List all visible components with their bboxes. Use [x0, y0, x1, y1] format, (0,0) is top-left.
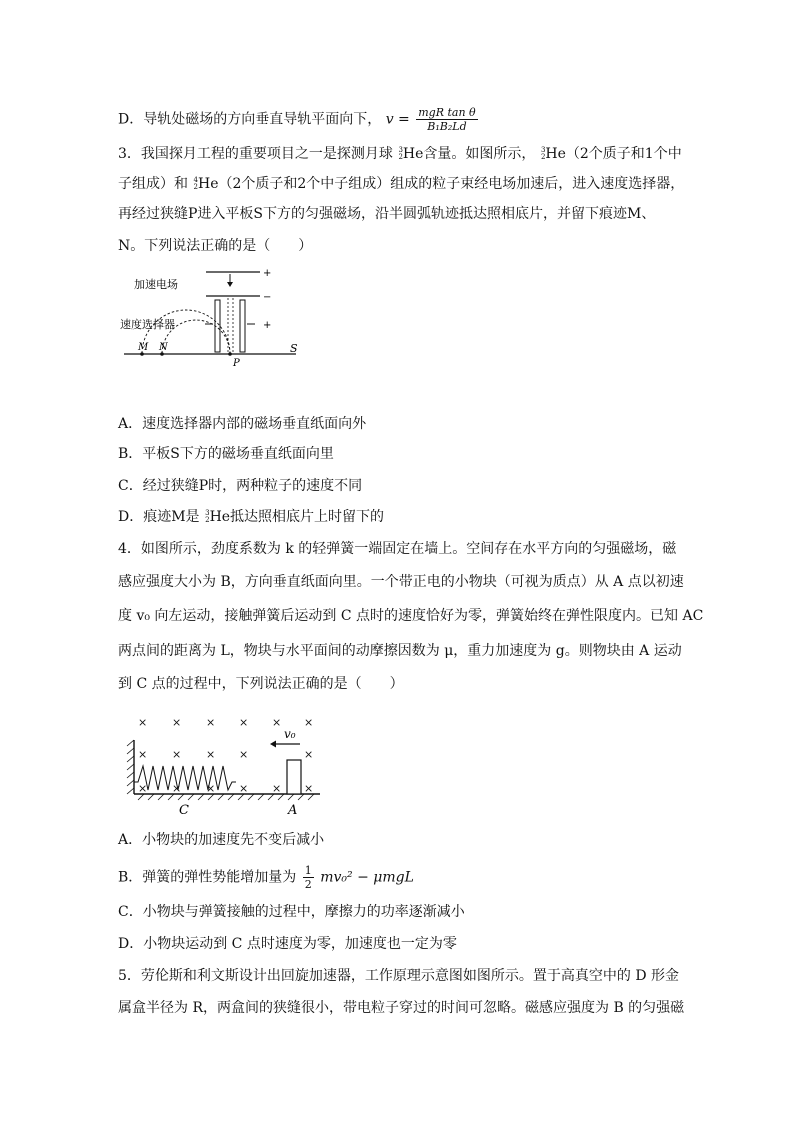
- field-cross: ×: [304, 748, 314, 761]
- spring: [134, 766, 236, 790]
- field-cross: ×: [172, 716, 182, 729]
- q3-line-1-part-c: He（2个质子和1个中: [545, 146, 682, 162]
- accel-field-label: 加速电场: [134, 278, 178, 291]
- q4-option-b-part-a: B．弹簧的弹性势能增加量为: [118, 869, 297, 886]
- q3-option-a: A．速度选择器内部的磁场垂直纸面向外: [118, 416, 367, 432]
- field-cross: ×: [304, 782, 314, 795]
- q2-velocity-symbol: v =: [385, 111, 410, 128]
- wall-hatching: [127, 740, 134, 794]
- field-cross: ×: [138, 748, 148, 761]
- label-p: P: [233, 358, 240, 369]
- q4-option-b: [118, 864, 414, 891]
- accel-plus-sign: +: [263, 268, 272, 279]
- q3-line-1-part-a: 3．我国探月工程的重要项目之一是探测月球: [118, 146, 393, 162]
- label-m: M: [138, 342, 149, 353]
- field-cross: ×: [239, 748, 249, 761]
- q4-option-b-fraction: [303, 864, 314, 891]
- label-n: N: [159, 342, 168, 353]
- q4-line-4: 两点间的距离为 L，物块与水平面间的动摩擦因数为 μ，重力加速度为 g。则物块由 A 运动: [118, 643, 682, 659]
- he3-atomic-number: 2: [398, 153, 403, 161]
- field-cross: ×: [206, 716, 216, 729]
- selector-plus-sign: +: [263, 320, 272, 331]
- q3-line-2-part-a: 子组成）和: [118, 176, 188, 192]
- he3-isotope: [393, 147, 403, 161]
- q3-line-1: [118, 144, 682, 164]
- q5-line-2: 属盒半径为 R，两盒间的狭缝很小，带电粒子穿过的时间可忽略。磁感应强度为 B 的匀强磁: [118, 1000, 685, 1016]
- q3-option-d-part-b: He抵达照相底片上时留下的: [209, 509, 385, 525]
- field-cross: ×: [138, 716, 148, 729]
- selector-label: 速度选择器: [120, 318, 175, 331]
- field-cross: ×: [272, 716, 282, 729]
- q3-option-d-part-a: D．痕迹M是: [118, 509, 200, 525]
- block: [287, 760, 301, 794]
- field-cross: ×: [172, 748, 182, 761]
- field-cross: ×: [206, 748, 216, 761]
- he3-atomic-number-3: 2: [205, 516, 210, 524]
- q3-option-c: C．经过狭缝P时，两种粒子的速度不同: [118, 478, 363, 494]
- he4-atomic-number: 2: [193, 183, 198, 191]
- q4-option-d: D．小物块运动到 C 点时速度为零，加速度也一定为零: [118, 936, 457, 952]
- q4-line-1: 4．如图所示，劲度系数为 k 的轻弹簧一端固定在墙上。空间存在水平方向的匀强磁场，磁: [118, 541, 677, 557]
- label-c: C: [179, 803, 189, 818]
- q4-line-5: 到 C 点的过程中，下列说法正确的是（ ）: [118, 676, 404, 692]
- he3-isotope-option-d: [200, 510, 210, 524]
- q3-option-b: B．平板S下方的磁场垂直纸面向里: [118, 446, 334, 462]
- trajectory-m: [142, 310, 230, 354]
- v0-arrow-head: [270, 741, 276, 748]
- q4-option-c: C．小物块与弹簧接触的过程中，摩擦力的功率逐渐减小: [118, 904, 465, 920]
- field-cross: ×: [172, 782, 182, 795]
- q4-line-3: 度 v₀ 向左运动，接触弹簧后运动到 C 点时的速度恰好为零，弹簧始终在弹性限度内。已知 AC: [118, 608, 704, 624]
- q2-option-d: [118, 106, 480, 133]
- q3-line-4: N。下列说法正确的是（ ）: [118, 238, 313, 254]
- he3-atomic-number-2: 2: [540, 153, 546, 161]
- ground-hatching: [138, 794, 314, 800]
- q3-mass-spectrometer-figure: [118, 262, 318, 402]
- q4-option-a: A．小物块的加速度先不变后减小: [118, 832, 325, 848]
- q5-line-1: 5．劳伦斯和利文斯设计出回旋加速器，工作原理示意图如图所示。置于高真空中的 D 形金: [118, 968, 680, 984]
- he3-mass-number-2: 3: [540, 146, 546, 154]
- q2-fraction-denominator: B₁B₂Ld: [427, 120, 467, 133]
- v0-label: v₀: [284, 727, 296, 741]
- he3-mass-number-3: 3: [205, 509, 210, 517]
- q4-fraction-denominator: 2: [304, 878, 312, 891]
- q3-option-d: [118, 507, 384, 527]
- q3-line-2: [118, 174, 684, 194]
- field-cross: ×: [239, 716, 249, 729]
- accel-minus-sign: −: [263, 292, 272, 303]
- field-cross: ×: [206, 782, 216, 795]
- q4-line-2: 感应强度大小为 B，方向垂直纸面向里。一个带正电的小物块（可视为质点）从 A 点以初速: [118, 574, 684, 590]
- selector-right-plate: [240, 300, 245, 352]
- q2-velocity-fraction: [416, 106, 477, 133]
- he3-isotope-2: [535, 147, 545, 161]
- q2-fraction-numerator: mgR tan θ: [418, 106, 476, 119]
- he3-mass-number: 3: [398, 146, 403, 154]
- q4-fraction-numerator: 1: [304, 864, 312, 877]
- q4-option-b-part-b: mv₀² − μmgL: [320, 869, 414, 886]
- he4-isotope: [188, 177, 198, 191]
- field-cross: ×: [138, 782, 148, 795]
- label-a: A: [288, 803, 298, 818]
- q4-spring-block-figure: [124, 710, 324, 818]
- q3-line-2-part-b: He（2个质子和2个中子组成）组成的粒子束经电场加速后，进入速度选择器，: [198, 176, 685, 192]
- field-cross: ×: [272, 782, 282, 795]
- he4-mass-number: 4: [193, 176, 198, 184]
- field-cross: ×: [239, 782, 249, 795]
- q2-option-d-text: D．导轨处磁场的方向垂直导轨平面向下，: [118, 111, 382, 128]
- beam-arrow-head: [227, 282, 233, 287]
- q3-line-1-part-b: He含量。如图所示，: [402, 146, 536, 162]
- field-cross: ×: [304, 716, 314, 729]
- label-s: S: [290, 342, 298, 355]
- q3-line-3: 再经过狭缝P进入平板S下方的匀强磁场，沿半圆弧轨迹抵达照相底片，并留下痕迹M、: [118, 206, 656, 222]
